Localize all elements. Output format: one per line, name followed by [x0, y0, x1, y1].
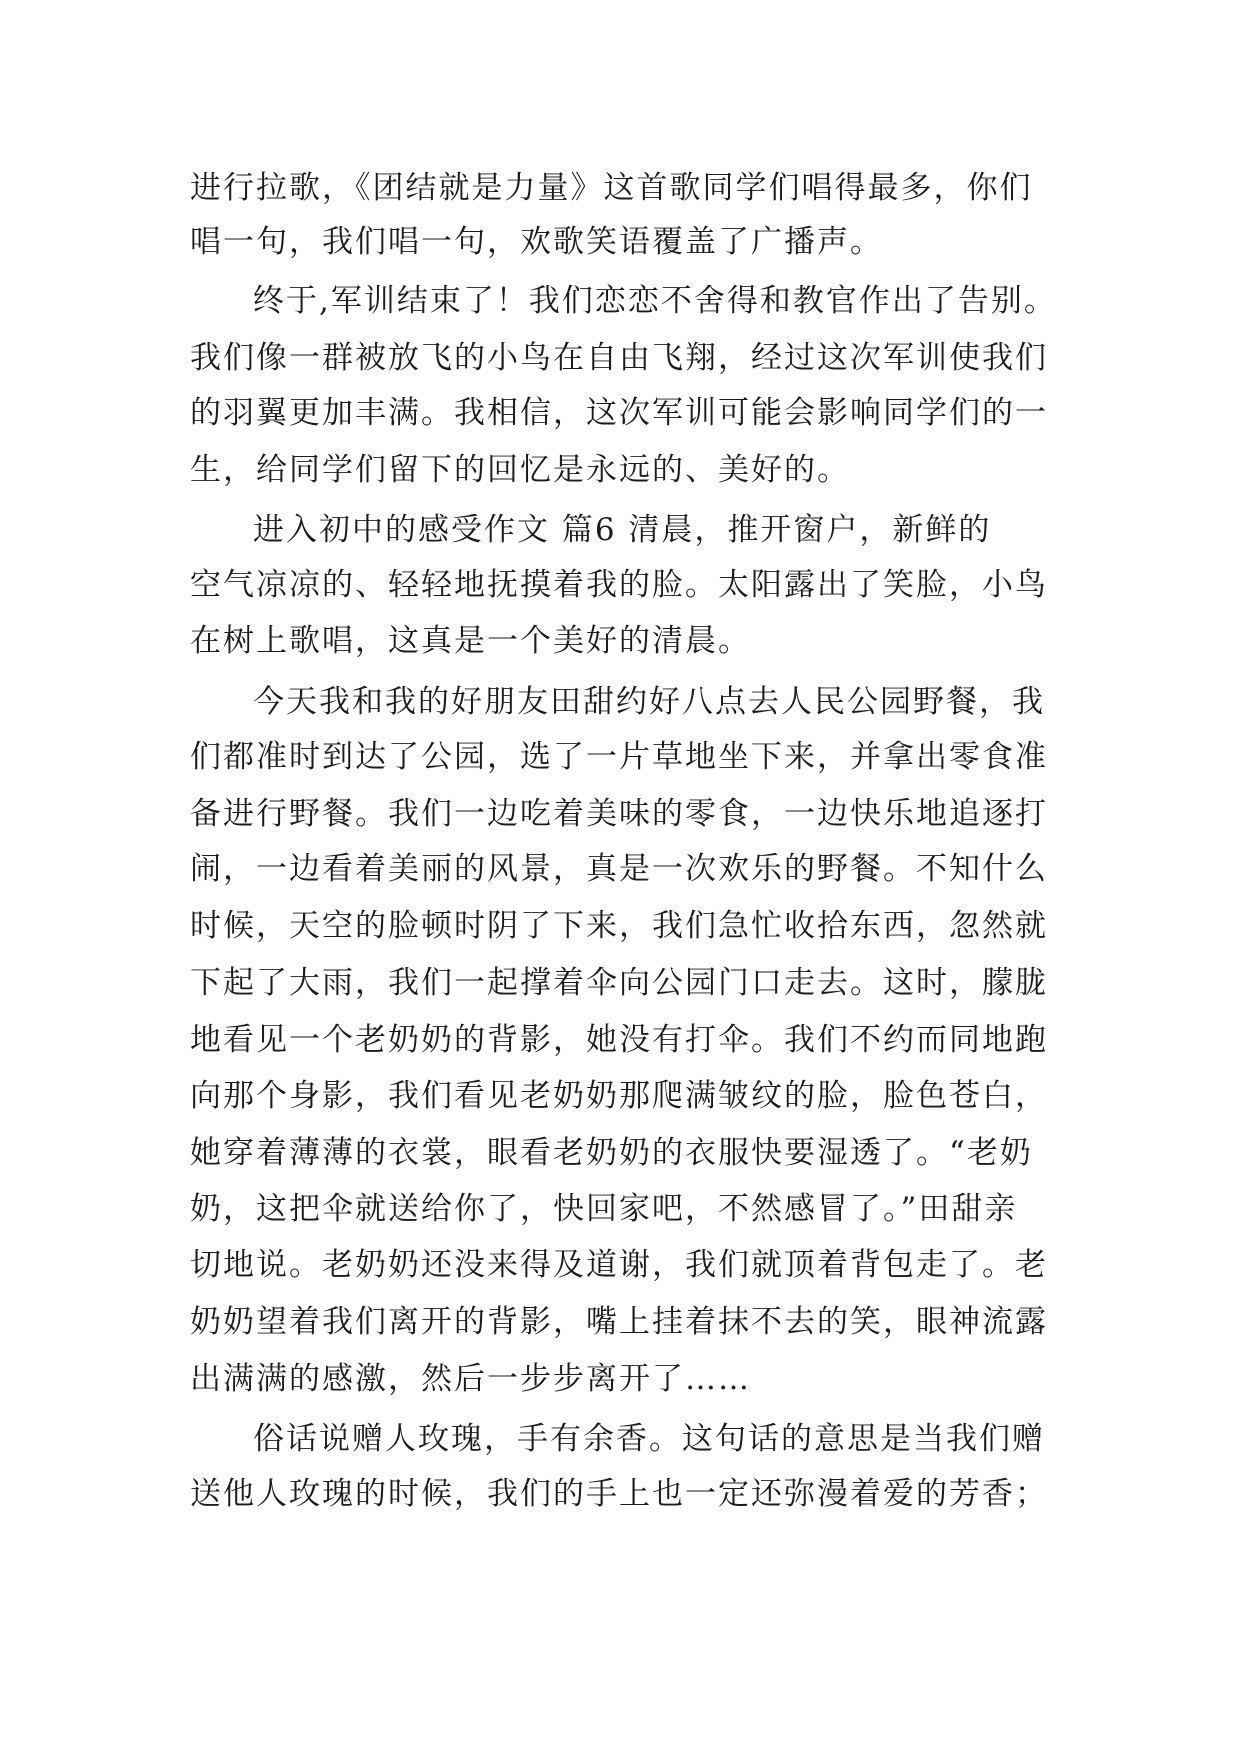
text-line: 出满满的感激，然后一步步离开了…… — [190, 1361, 751, 1397]
paragraph-start: 俗话说赠人玫瑰，手有余香。这句话的意思是当我们赠 — [253, 1421, 1045, 1457]
text-line: 奶奶望着我们离开的背影，嘴上挂着抹不去的笑，眼神流露 — [190, 1304, 1048, 1340]
paragraph-start: 终于,军训结束了！我们恋恋不舍得和教官作出了告别。 — [253, 283, 1057, 319]
text-line: 在树上歌唱，这真是一个美好的清晨。 — [190, 623, 751, 659]
text-line: 下起了大雨，我们一起撑着伞向公园门口走去。这时，朦胧 — [190, 965, 1048, 1001]
text-line: 们都准时到达了公园，选了一片草地坐下来，并拿出零食准 — [190, 739, 1048, 775]
text-line: 闹，一边看着美丽的风景，真是一次欢乐的野餐。不知什么 — [190, 851, 1048, 887]
text-line: 进行拉歌，《团结就是力量》这首歌同学们唱得最多，你们 — [190, 170, 1033, 206]
text-line: 唱一句，我们唱一句，欢歌笑语覆盖了广播声。 — [190, 224, 883, 260]
text-line: 的羽翼更加丰满。我相信，这次军训可能会影响同学们的一 — [190, 395, 1048, 431]
text-line: 送他人玫瑰的时候，我们的手上也一定还弥漫着爱的芳香； — [190, 1476, 1048, 1512]
text-line: 时候，天空的脸顿时阴了下来，我们急忙收拾东西，忽然就 — [190, 908, 1048, 944]
text-line: 备进行野餐。我们一边吃着美味的零食，一边快乐地追逐打 — [190, 796, 1048, 832]
text-line: 她穿着薄薄的衣裳，眼看老奶奶的衣服快要湿透了。“老奶 — [190, 1135, 1033, 1171]
text-line: 奶，这把伞就送给你了，快回家吧，不然感冒了。”田甜亲 — [190, 1191, 1018, 1227]
text-line: 生，给同学们留下的回忆是永远的、美好的。 — [190, 452, 850, 488]
text-line: 地看见一个老奶奶的背影，她没有打伞。我们不约而同地跑 — [190, 1022, 1048, 1058]
text-line: 空气凉凉的、轻轻地抚摸着我的脸。太阳露出了笑脸，小鸟 — [190, 567, 1048, 603]
text-line: 切地说。老奶奶还没来得及道谢，我们就顶着背包走了。老 — [190, 1247, 1048, 1283]
text-line: 向那个身影，我们看见老奶奶那爬满皱纹的脸，脸色苍白， — [190, 1078, 1048, 1114]
paragraph-start: 今天我和我的好朋友田甜约好八点去人民公园野餐，我 — [253, 684, 1045, 720]
section-heading-line: 进入初中的感受作文 篇6 清晨，推开窗户，新鲜的 — [253, 512, 992, 548]
text-line: 我们像一群被放飞的小鸟在自由飞翔，经过这次军训使我们 — [190, 340, 1048, 376]
